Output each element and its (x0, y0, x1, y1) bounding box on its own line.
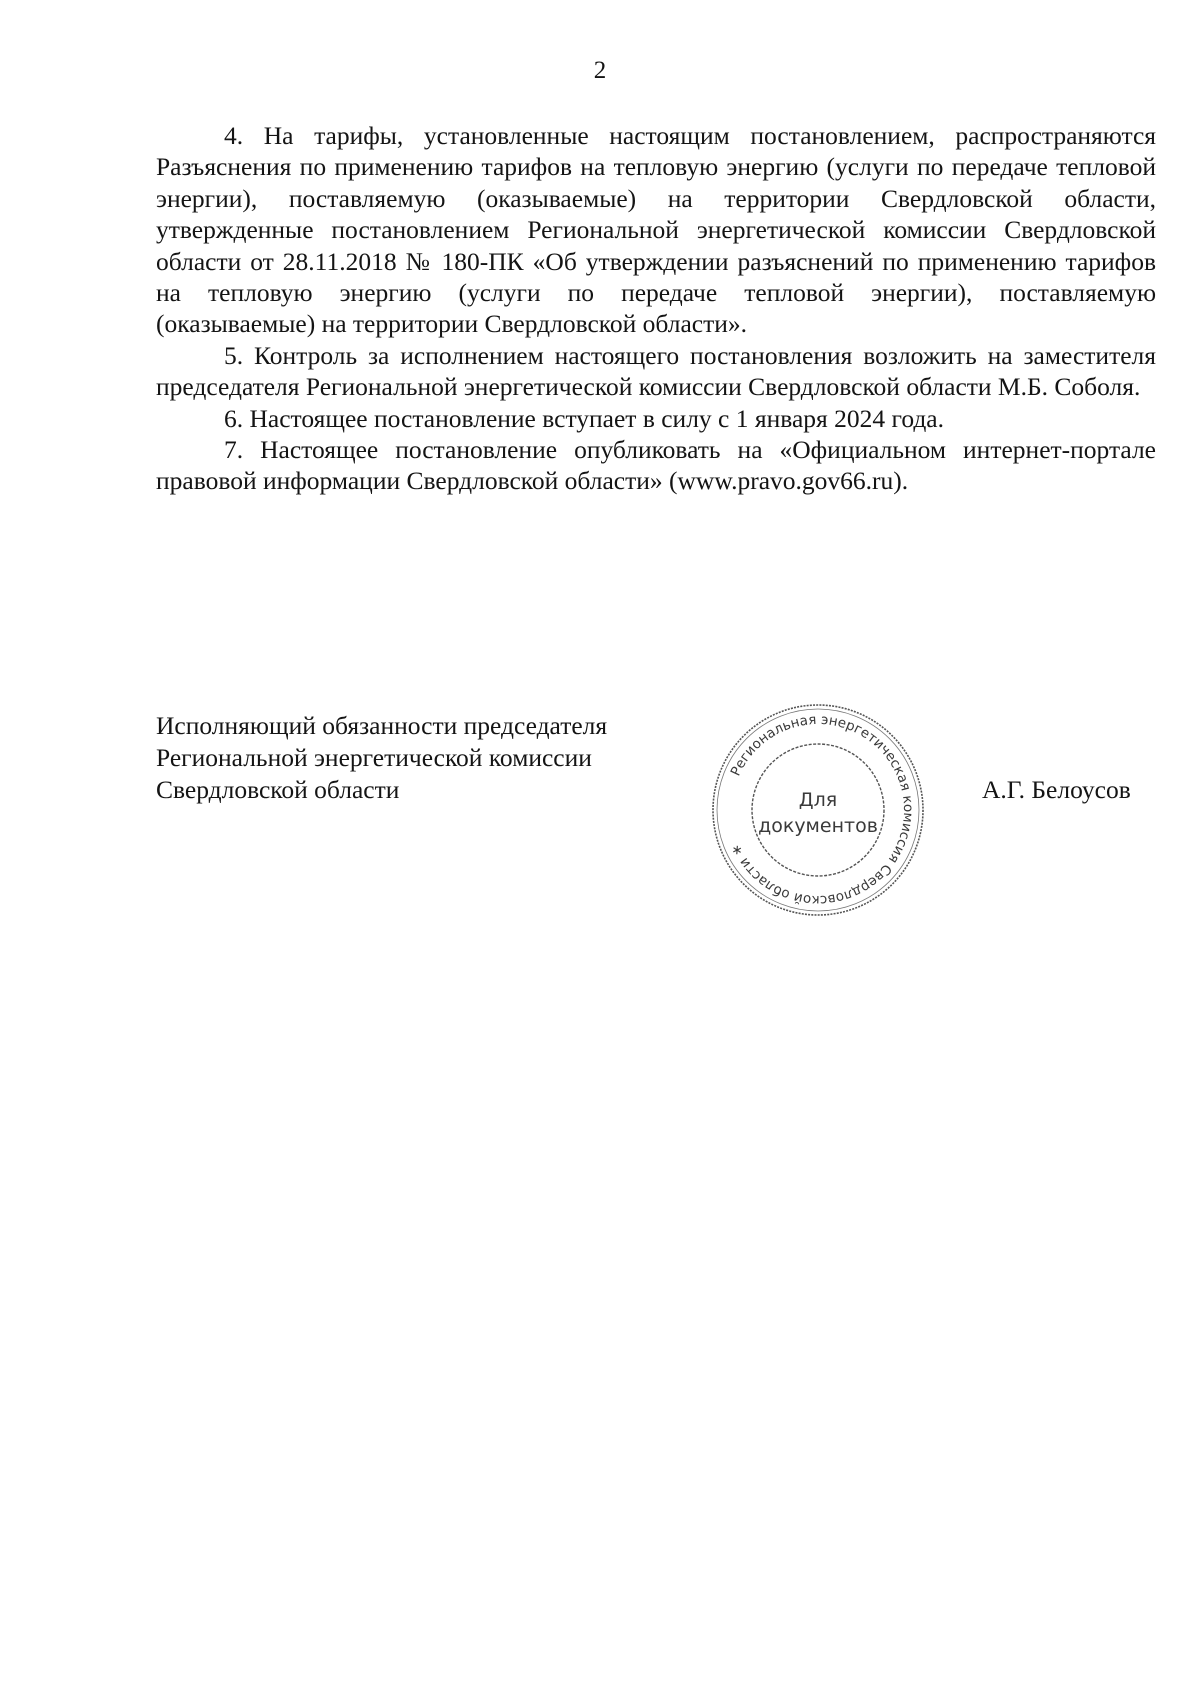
paragraph-6-effective-date: 6. Настоящее постановление вступает в силу с 1 января 2024 года. (224, 403, 945, 433)
document-body (156, 120, 1156, 497)
signatory-position-line-3: Свердловской области (156, 775, 400, 804)
signer-name: А.Г. Белоусов (982, 775, 1131, 804)
paragraph-4-tariff-explanations: 4. На тарифы, установленные настоящим постановлением, распространяются Разъяснения по применению тарифов на тепловую энергию (услуги по передаче тепловой энергии), поставляемую (оказываемые) на территории Свердловской области, утвержденные постановлением Региональной энергетической комиссии Свердловской области от 28.11.2018 № 180-ПК «Об утверждении разъяснений по применению тарифов на тепловую энергию (услуги по передаче тепловой энергии), поставляемую (оказываемые) на территории Свердловской области». (156, 121, 1156, 339)
signatory-position-line-2: Региональной энергетической комиссии (156, 743, 592, 772)
stamp-seal-graphic (708, 700, 928, 920)
official-stamp (708, 700, 928, 920)
paragraph-7-publication: 7. Настоящее постановление опубликовать на «Официальном интернет-портале правовой информации Свердловской области» (www.pravo.gov66.ru). (156, 435, 1156, 496)
signatory-position (156, 710, 716, 806)
stamp-ring-text: Региональная энергетическая комиссия Свердловской области ∗ (727, 711, 917, 909)
stamp-center-line-2: документов (758, 815, 878, 837)
paragraph-5-control: 5. Контроль за исполнением настоящего постановления возложить на заместителя председателя Региональной энергетической комиссии Свердловской области М.Б. Соболя. (156, 340, 1156, 402)
signatory-position-line-1: Исполняющий обязанности председателя (156, 711, 608, 740)
stamp-center-line-1: Для (798, 789, 838, 811)
page-number: 2 (593, 57, 607, 84)
